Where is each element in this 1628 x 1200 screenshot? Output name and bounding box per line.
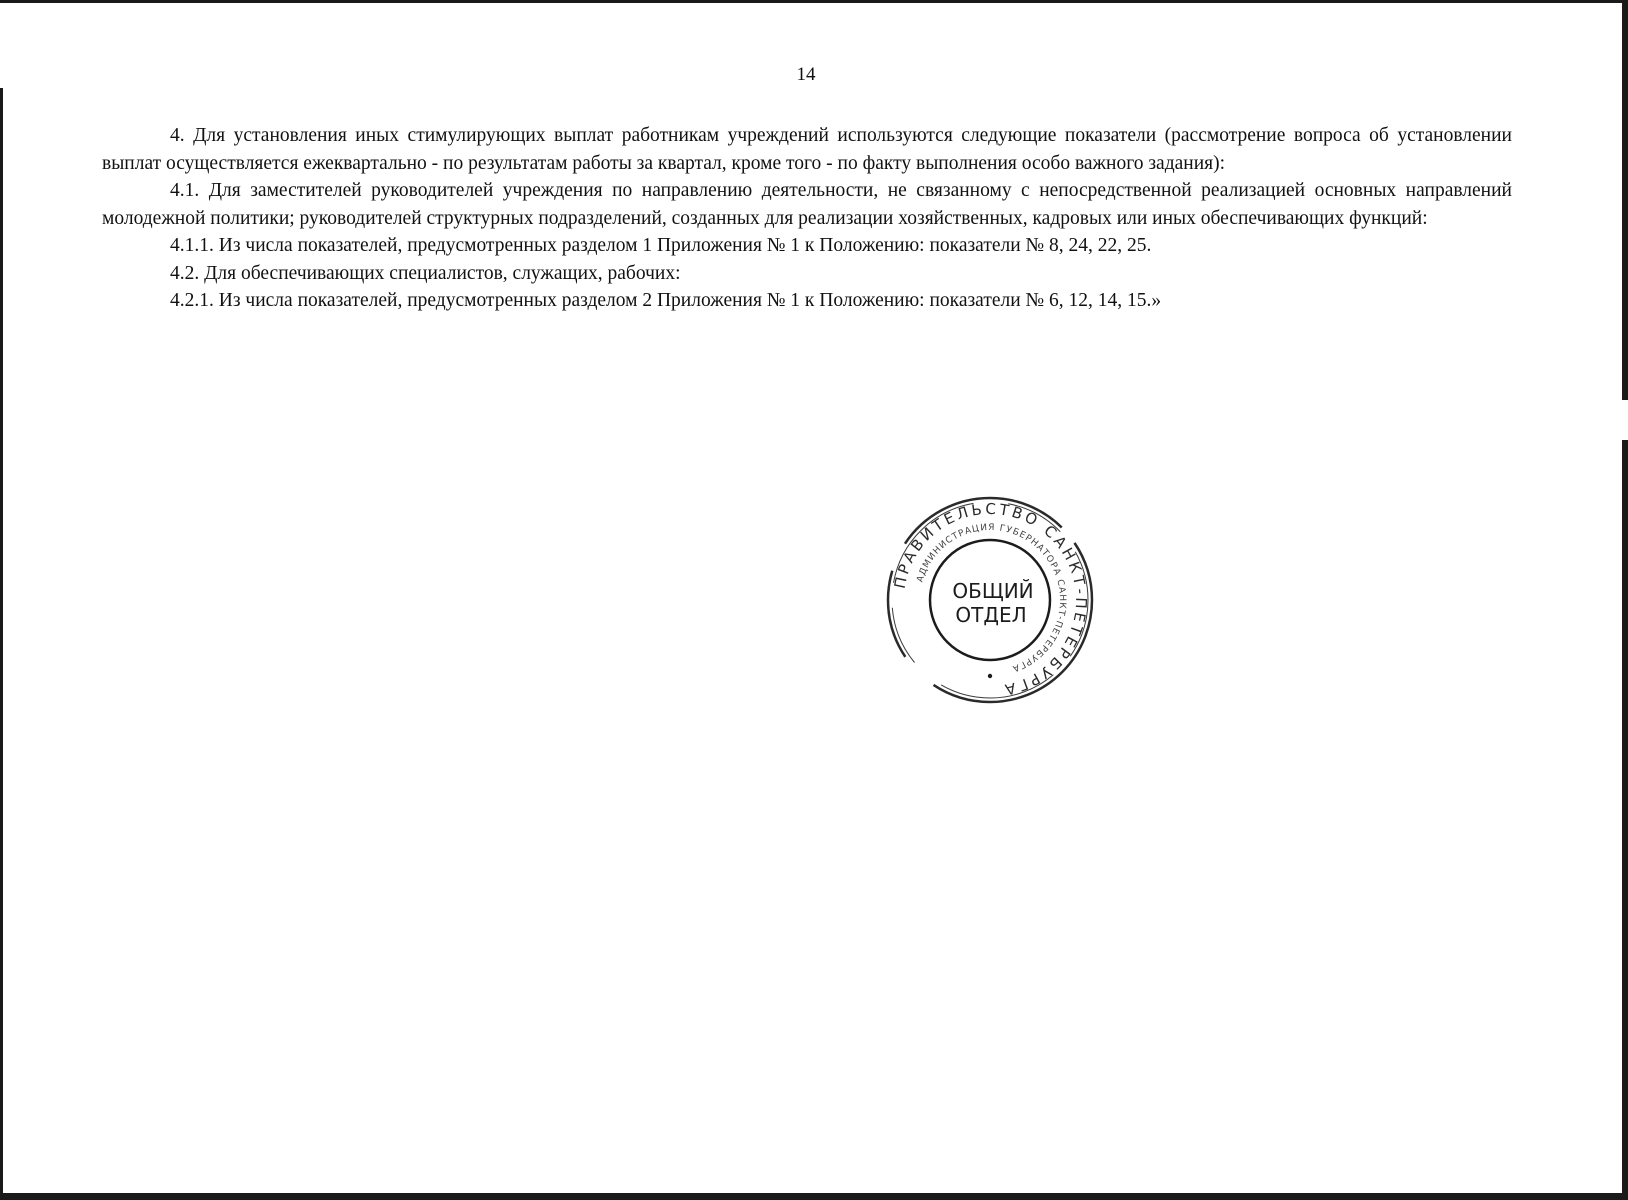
paragraph-4: 4. Для установления иных стимулирующих выплат работникам учреждений используются следующие показатели (рассмотрение вопроса об установлении выплат осуществляется ежеквартально - по результатам работы за квартал, кроме того - по факту выполнения особо важного задания): bbox=[102, 125, 1512, 174]
scan-border-right bbox=[1622, 0, 1628, 1200]
scan-border-bottom bbox=[0, 1193, 1628, 1200]
stamp-inner-text: АДМИНИСТРАЦИЯ ГУБЕРНАТОРА САНКТ-ПЕТЕРБУРГА bbox=[915, 522, 1068, 674]
stamp-center-line-2: ОТДЕЛ bbox=[955, 603, 1027, 627]
document-body bbox=[102, 122, 1512, 315]
stamp-center-line-1: ОБЩИЙ bbox=[952, 579, 1034, 603]
paragraph-4-2-1: 4.2.1. Из числа показателей, предусмотренных разделом 2 Приложения № 1 к Положению: показатели № 6, 12, 14, 15.» bbox=[170, 290, 1162, 311]
scan-border-top bbox=[0, 0, 1628, 3]
scan-border-right-gap bbox=[1622, 400, 1628, 440]
scan-border-left bbox=[0, 88, 3, 1200]
stamp-seal-graphic bbox=[880, 490, 1100, 710]
paragraph-4-1-1: 4.1.1. Из числа показателей, предусмотренных разделом 1 Приложения № 1 к Положению: показатели № 8, 24, 22, 25. bbox=[170, 235, 1152, 256]
official-stamp bbox=[880, 490, 1100, 710]
paragraph-4-1: 4.1. Для заместителей руководителей учреждения по направлению деятельности, не связанному с непосредственной реализацией основных направлений молодежной политики; руководителей структурных подразделений, созданных для реализации хозяйственных, кадровых или иных обеспечивающих функций: bbox=[102, 180, 1512, 229]
stamp-star-dot bbox=[988, 674, 992, 678]
paragraph-4-2: 4.2. Для обеспечивающих специалистов, служащих, рабочих: bbox=[170, 262, 681, 284]
page-number: 14 bbox=[796, 64, 816, 85]
stamp-outer-text: ПРАВИТЕЛЬСТВО САНКТ-ПЕТЕРБУРГА bbox=[890, 499, 1091, 700]
